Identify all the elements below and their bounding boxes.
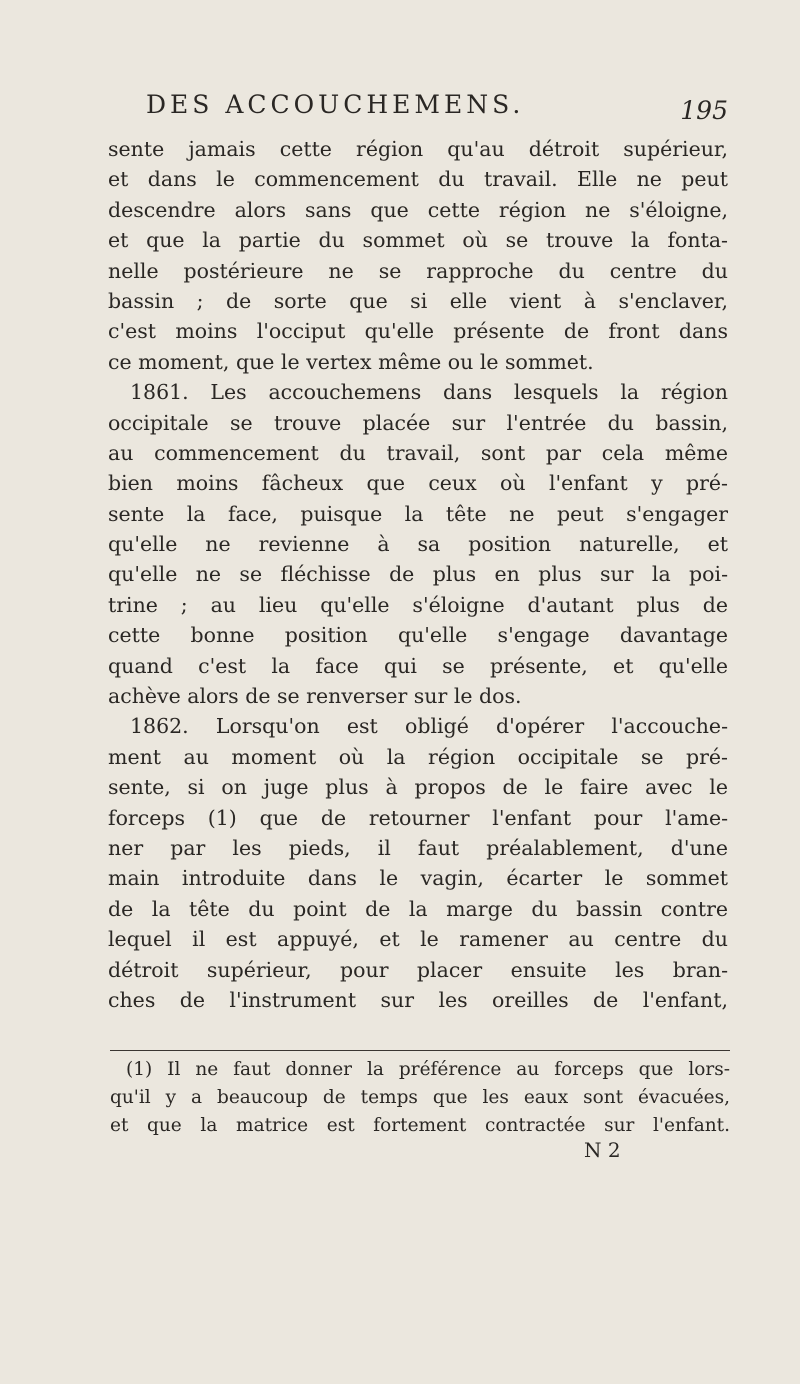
text-line: cette bonne position qu'elle s'engage davantage xyxy=(108,623,728,648)
text-line: bien moins fâcheux que ceux où l'enfant y pré- xyxy=(108,471,728,496)
signature-mark: N 2 xyxy=(584,1138,621,1162)
text-line: sente jamais cette région qu'au détroit supérieur, xyxy=(108,137,728,161)
text-line: qu'elle ne revienne à sa position naturelle, et xyxy=(108,532,728,557)
text-line: détroit supérieur, pour placer ensuite les bran- xyxy=(108,957,728,982)
text-line: ches de l'instrument sur les oreilles de l'enfant, xyxy=(108,987,728,1012)
text-line: ce moment, que le vertex même ou le sommet. xyxy=(108,349,594,374)
running-title: DES ACCOUCHEMENS. xyxy=(146,90,525,119)
footnote-line: et que la matrice est fortement contractée sur l'enfant. xyxy=(110,1115,730,1136)
footnote-line: qu'il y a beaucoup de temps que les eaux sont évacuées, xyxy=(110,1087,730,1108)
text-line: main introduite dans le vagin, écarter le sommet xyxy=(108,866,728,891)
text-line: et dans le commencement du travail. Elle ne peut xyxy=(108,167,728,192)
paragraph-start-1862: 1862. Lorsqu'on est obligé d'opérer l'accouche- xyxy=(130,714,728,739)
text-line: quand c'est la face qui se présente, et qu'elle xyxy=(108,653,728,678)
text-line: trine ; au lieu qu'elle s'éloigne d'autant plus de xyxy=(108,592,728,617)
text-line: qu'elle ne se fléchisse de plus en plus sur la poi- xyxy=(108,562,728,587)
text-line: achève alors de se renverser sur le dos. xyxy=(108,684,522,709)
footnote xyxy=(110,1056,730,1140)
footnote-rule xyxy=(110,1050,730,1051)
text-line: descendre alors sans que cette région ne s'éloigne, xyxy=(108,197,728,222)
paragraph-start-1861: 1861. Les accouchemens dans lesquels la région xyxy=(130,380,728,405)
text-line: au commencement du travail, sont par cela même xyxy=(108,440,728,465)
text-line: sente la face, puisque la tête ne peut s'engager xyxy=(108,501,728,526)
text-line: forceps (1) que de retourner l'enfant pour l'ame- xyxy=(108,805,728,830)
text-line: de la tête du point de la marge du bassin contre xyxy=(108,896,728,921)
text-line: ner par les pieds, il faut préalablement, d'une xyxy=(108,835,728,860)
text-line: nelle postérieure ne se rapproche du centre du xyxy=(108,258,728,283)
text-line: lequel il est appuyé, et le ramener au centre du xyxy=(108,927,728,952)
text-line: occipitale se trouve placée sur l'entrée du bassin, xyxy=(108,410,728,435)
page-number: 195 xyxy=(680,96,728,125)
text-line: et que la partie du sommet où se trouve la fonta- xyxy=(108,228,728,253)
text-line: c'est moins l'occiput qu'elle présente de front dans xyxy=(108,319,728,344)
text-line: sente, si on juge plus à propos de le faire avec le xyxy=(108,775,728,800)
page-header xyxy=(100,86,728,126)
body-text xyxy=(108,134,728,1015)
text-line: bassin ; de sorte que si elle vient à s'enclaver, xyxy=(108,288,728,313)
text-line: ment au moment où la région occipitale se pré- xyxy=(108,744,728,769)
footnote-line: (1) Il ne faut donner la préférence au forceps que lors- xyxy=(126,1059,730,1080)
